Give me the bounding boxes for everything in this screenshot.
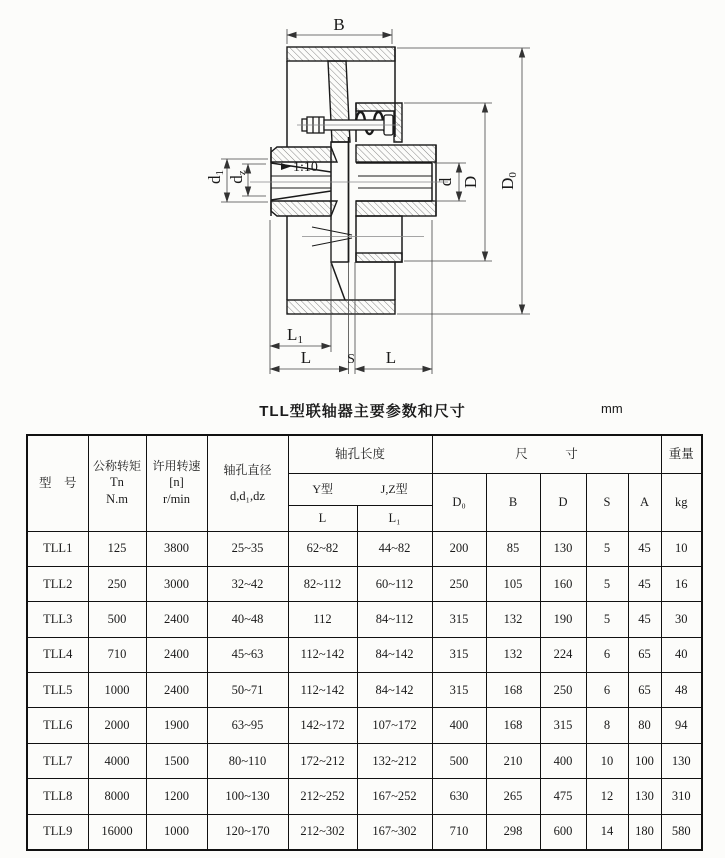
table-row (27, 743, 702, 778)
table-cell: 130 (628, 779, 661, 814)
table-row (27, 708, 702, 743)
table-cell: 112~142 (288, 637, 357, 672)
table-cell: 63~95 (207, 708, 288, 743)
torque-line3: N.m (106, 492, 128, 507)
table-cell: 5 (586, 531, 628, 566)
col-header-dimensions: 尺 寸 (432, 435, 661, 473)
table-cell: 500 (432, 743, 486, 778)
table-cell: 310 (661, 779, 702, 814)
table-cell: 3800 (146, 531, 207, 566)
table-cell: 80 (628, 708, 661, 743)
table-cell: 630 (432, 779, 486, 814)
table-cell: 167~302 (357, 814, 432, 849)
table-cell: 6 (586, 637, 628, 672)
table-cell: TLL3 (27, 602, 88, 637)
table-cell: 180 (628, 814, 661, 849)
table-cell: 1000 (146, 814, 207, 849)
table-cell: 500 (88, 602, 146, 637)
table-cell: 224 (540, 637, 586, 672)
table-cell: TLL6 (27, 708, 88, 743)
col-header-model: 型 号 (27, 435, 88, 531)
spec-table (26, 434, 703, 851)
taper-arrow-icon (281, 163, 291, 170)
table-cell: 190 (540, 602, 586, 637)
table-cell: 710 (432, 814, 486, 849)
table-cell: 160 (540, 566, 586, 601)
table-cell: 315 (432, 637, 486, 672)
table-cell: 85 (486, 531, 540, 566)
col-header-speed (146, 435, 207, 531)
table-cell: 298 (486, 814, 540, 849)
spec-table-body (27, 531, 702, 850)
table-cell: 132 (486, 602, 540, 637)
dim-label-S: S (347, 352, 355, 367)
table-cell: 315 (432, 602, 486, 637)
speed-line1: 许用转速 (152, 459, 201, 474)
page-title: TLL型联轴器主要参数和尺寸 (259, 403, 466, 420)
table-row (27, 566, 702, 601)
table-cell: 3000 (146, 566, 207, 601)
table-row (27, 531, 702, 566)
table-cell: 4000 (88, 743, 146, 778)
table-cell: 1200 (146, 779, 207, 814)
torque-line1: 公称转矩 (92, 459, 141, 474)
table-cell: 82~112 (288, 566, 357, 601)
table-cell: 120~170 (207, 814, 288, 849)
table-cell: 5 (586, 602, 628, 637)
col-header-torque (88, 435, 146, 531)
brake-wheel-bottom-rim (287, 300, 395, 314)
table-cell: 172~212 (288, 743, 357, 778)
table-cell: 2400 (146, 637, 207, 672)
table-cell: 50~71 (207, 673, 288, 708)
table-cell: 132~212 (357, 743, 432, 778)
table-cell: 125 (88, 531, 146, 566)
table-cell: 8000 (88, 779, 146, 814)
col-header-A: A (628, 473, 661, 531)
col-header-y-type: Y型 (312, 481, 333, 496)
dim-label-B: B (333, 15, 345, 34)
col-header-D0: D₀ (432, 473, 486, 531)
dim-label-dz: dz (227, 170, 248, 184)
coupling-section-drawing (0, 0, 725, 398)
table-cell: 40 (661, 637, 702, 672)
table-cell: 45 (628, 602, 661, 637)
table-cell: 10 (586, 743, 628, 778)
table-row (27, 637, 702, 672)
dim-label-d1: d1 (205, 170, 226, 184)
table-cell: 16 (661, 566, 702, 601)
table-cell: 84~112 (357, 602, 432, 637)
table-cell: 5 (586, 566, 628, 601)
table-cell: 132 (486, 637, 540, 672)
table-cell: 200 (432, 531, 486, 566)
col-header-weight: 重量 (661, 435, 702, 473)
table-cell: 107~172 (357, 708, 432, 743)
table-cell: 1900 (146, 708, 207, 743)
table-cell: 12 (586, 779, 628, 814)
table-cell: 14 (586, 814, 628, 849)
hatched-sections (271, 47, 436, 314)
speed-line2: [n] (169, 475, 184, 490)
table-cell: TLL5 (27, 673, 88, 708)
table-cell: 30 (661, 602, 702, 637)
table-cell: 100 (628, 743, 661, 778)
table-cell: 112~142 (288, 673, 357, 708)
table-cell: 475 (540, 779, 586, 814)
col-header-L1: L₁ (357, 505, 432, 531)
dim-label-L-left: L (300, 348, 312, 367)
table-cell: 142~172 (288, 708, 357, 743)
table-cell: 100~130 (207, 779, 288, 814)
table-cell: 48 (661, 673, 702, 708)
col-header-weight-unit: kg (661, 473, 702, 531)
table-cell: 250 (88, 566, 146, 601)
table-cell: 44~82 (357, 531, 432, 566)
table-cell: 65 (628, 637, 661, 672)
unit-label: mm (601, 401, 623, 416)
col-header-L: L (288, 505, 357, 531)
bore-dia-line2: d,d₁,dz (230, 488, 265, 503)
col-header-S: S (586, 473, 628, 531)
table-cell: 600 (540, 814, 586, 849)
table-cell: 8 (586, 708, 628, 743)
title-row (0, 400, 725, 422)
table-cell: 45 (628, 531, 661, 566)
table-cell: 62~82 (288, 531, 357, 566)
table-row (27, 814, 702, 849)
left-hub-flange-lower (271, 201, 337, 216)
table-row (27, 779, 702, 814)
table-cell: 65 (628, 673, 661, 708)
table-cell: 80~110 (207, 743, 288, 778)
table-cell: 580 (661, 814, 702, 849)
table-cell: 45~63 (207, 637, 288, 672)
table-cell: 2000 (88, 708, 146, 743)
table-cell: 60~112 (357, 566, 432, 601)
col-header-jz-type: J,Z型 (380, 481, 408, 496)
coupling-drawing-svg (0, 0, 725, 398)
table-row (27, 602, 702, 637)
dim-label-D: D (461, 175, 480, 189)
brake-wheel-top-rim (287, 47, 395, 61)
torque-line2: Tn (110, 475, 124, 490)
table-cell: 265 (486, 779, 540, 814)
table-cell: 112 (288, 602, 357, 637)
table-cell: 84~142 (357, 673, 432, 708)
table-cell: TLL9 (27, 814, 88, 849)
right-hub-flange-upper (356, 145, 436, 162)
table-cell: TLL8 (27, 779, 88, 814)
table-cell: 6 (586, 673, 628, 708)
dim-label-L-right: L (385, 348, 397, 367)
table-cell: 25~35 (207, 531, 288, 566)
table-cell: 210 (486, 743, 540, 778)
table-cell: 105 (486, 566, 540, 601)
table-cell: 45 (628, 566, 661, 601)
table-cell: 94 (661, 708, 702, 743)
table-cell: 250 (540, 673, 586, 708)
table-cell: 130 (540, 531, 586, 566)
table-cell: TLL1 (27, 531, 88, 566)
table-cell: 84~142 (357, 637, 432, 672)
table-cell: 315 (540, 708, 586, 743)
bore-dia-line1: 轴孔直径 (223, 462, 272, 477)
col-header-bore-types (288, 473, 432, 505)
dim-label-L1: L1 (287, 325, 303, 346)
table-cell: 130 (661, 743, 702, 778)
right-hub-flange-lower (356, 201, 436, 216)
table-cell: TLL4 (27, 637, 88, 672)
col-header-bore-diameter (207, 435, 288, 531)
table-cell: 1500 (146, 743, 207, 778)
table-cell: 710 (88, 637, 146, 672)
table-cell: 212~302 (288, 814, 357, 849)
table-cell: 400 (540, 743, 586, 778)
col-header-bore-length: 轴孔长度 (288, 435, 432, 473)
col-header-B: B (486, 473, 540, 531)
table-cell: 212~252 (288, 779, 357, 814)
table-cell: 250 (432, 566, 486, 601)
dim-label-D0: D0 (498, 172, 519, 190)
table-cell: 40~48 (207, 602, 288, 637)
table-cell: 168 (486, 708, 540, 743)
table-cell: 2400 (146, 673, 207, 708)
table-cell: 10 (661, 531, 702, 566)
table-cell: 168 (486, 673, 540, 708)
table-cell: 1000 (88, 673, 146, 708)
table-cell: TLL7 (27, 743, 88, 778)
table-cell: TLL2 (27, 566, 88, 601)
table-cell: 400 (432, 708, 486, 743)
table-cell: 16000 (88, 814, 146, 849)
table-row (27, 673, 702, 708)
table-cell: 315 (432, 673, 486, 708)
taper-ratio-label: 1:10 (293, 160, 318, 175)
table-cell: 167~252 (357, 779, 432, 814)
col-header-D: D (540, 473, 586, 531)
right-hub-lower-strip (356, 253, 402, 262)
speed-line3: r/min (162, 492, 191, 507)
dim-label-d: d (436, 177, 455, 187)
table-cell: 32~42 (207, 566, 288, 601)
table-cell: 2400 (146, 602, 207, 637)
